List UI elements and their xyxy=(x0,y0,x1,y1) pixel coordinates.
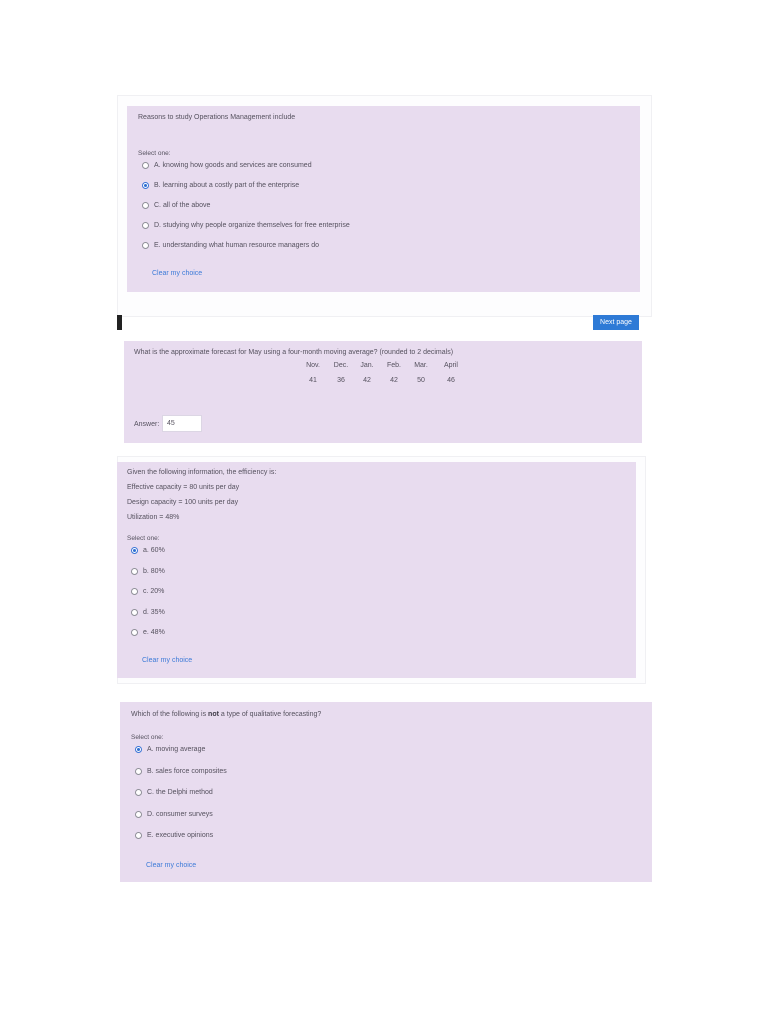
option-label: D. studying why people organize themselves for free enterprise xyxy=(154,222,350,229)
info-line: Utilization = 48% xyxy=(127,514,180,521)
clear-choice-link[interactable]: Clear my choice xyxy=(146,862,197,869)
q1-option-a[interactable] xyxy=(142,162,312,169)
question-3-panel xyxy=(117,462,636,678)
radio-button[interactable] xyxy=(131,629,138,636)
option-label: a. 60% xyxy=(143,547,165,554)
radio-button[interactable] xyxy=(135,768,142,775)
prompt-emphasis: not xyxy=(208,711,219,718)
info-line: Effective capacity = 80 units per day xyxy=(127,484,240,491)
month-value: 42 xyxy=(363,377,371,384)
q3-option-b[interactable] xyxy=(131,568,165,575)
radio-button-selected[interactable] xyxy=(142,182,149,189)
q4-option-e[interactable] xyxy=(135,832,213,839)
month-header: Nov. xyxy=(306,362,320,369)
option-label: b. 80% xyxy=(143,568,165,575)
radio-button[interactable] xyxy=(142,242,149,249)
radio-button-selected[interactable] xyxy=(131,547,138,554)
q3-option-d[interactable] xyxy=(131,609,165,616)
radio-button[interactable] xyxy=(131,588,138,595)
question-1-prompt: Reasons to study Operations Management include xyxy=(138,114,296,121)
q4-option-c[interactable] xyxy=(135,789,213,796)
option-label: C. the Delphi method xyxy=(147,789,213,796)
month-header: Jan. xyxy=(360,362,374,369)
q4-option-d[interactable] xyxy=(135,811,213,818)
q3-option-e[interactable] xyxy=(131,629,165,636)
month-value: 41 xyxy=(309,377,317,384)
answer-input[interactable]: 45 xyxy=(162,415,202,432)
month-value: 42 xyxy=(390,377,398,384)
data-table xyxy=(300,362,470,392)
month-value: 36 xyxy=(337,377,345,384)
option-label: A. knowing how goods and services are consumed xyxy=(154,162,312,169)
question-3-prompt: Given the following information, the efficiency is: xyxy=(127,469,277,476)
radio-button[interactable] xyxy=(135,811,142,818)
option-label: E. understanding what human resource managers do xyxy=(154,242,319,249)
radio-button[interactable] xyxy=(135,832,142,839)
info-line: Design capacity = 100 units per day xyxy=(127,499,239,506)
month-value: 50 xyxy=(417,377,425,384)
text-cursor-icon xyxy=(117,315,122,330)
month-header: Mar. xyxy=(414,362,428,369)
radio-button[interactable] xyxy=(142,162,149,169)
radio-button[interactable] xyxy=(135,789,142,796)
month-header: April xyxy=(443,362,458,369)
question-4-prompt xyxy=(131,710,321,719)
q3-option-a[interactable] xyxy=(131,547,165,554)
answer-label: Answer: xyxy=(134,421,160,428)
select-one-label: Select one: xyxy=(127,535,160,542)
q4-option-a[interactable] xyxy=(135,746,205,753)
option-label: d. 35% xyxy=(143,609,165,616)
question-1-panel xyxy=(127,106,640,292)
q3-option-c[interactable] xyxy=(131,588,164,595)
option-label: D. consumer surveys xyxy=(147,811,213,818)
option-label: A. moving average xyxy=(147,746,206,753)
option-label: B. sales force composites xyxy=(147,768,227,775)
radio-button[interactable] xyxy=(142,222,149,229)
question-4-panel xyxy=(120,702,652,882)
month-header: Feb. xyxy=(386,362,401,369)
q1-option-e[interactable] xyxy=(142,242,319,249)
option-label: e. 48% xyxy=(143,629,165,636)
option-label: E. executive opinions xyxy=(147,832,214,839)
option-label: C. all of the above xyxy=(154,202,211,209)
month-header: Dec. xyxy=(333,362,349,369)
prompt-text: a type of qualitative forecasting? xyxy=(218,711,322,718)
question-2-prompt: What is the approximate forecast for May using a four-month moving average? (rounded to 2 decimals) xyxy=(134,349,454,356)
radio-button[interactable] xyxy=(131,568,138,575)
radio-button[interactable] xyxy=(131,609,138,616)
option-label: c. 20% xyxy=(143,588,165,595)
select-one-label: Select one: xyxy=(131,734,164,741)
next-page-button[interactable]: Next page xyxy=(593,315,639,330)
select-one-label: Select one: xyxy=(138,150,171,157)
clear-choice-link[interactable]: Clear my choice xyxy=(142,657,193,664)
radio-button[interactable] xyxy=(142,202,149,209)
q1-option-b[interactable] xyxy=(142,182,299,189)
month-value: 46 xyxy=(447,377,455,384)
option-label: B. learning about a costly part of the enterprise xyxy=(154,182,300,189)
clear-choice-link[interactable]: Clear my choice xyxy=(152,270,203,277)
q1-option-d[interactable] xyxy=(142,222,350,229)
q4-option-b[interactable] xyxy=(135,768,227,775)
prompt-text: Which of the following is xyxy=(131,711,209,718)
radio-button-selected[interactable] xyxy=(135,746,142,753)
question-2-panel xyxy=(124,341,642,443)
q1-option-c[interactable] xyxy=(142,202,210,209)
